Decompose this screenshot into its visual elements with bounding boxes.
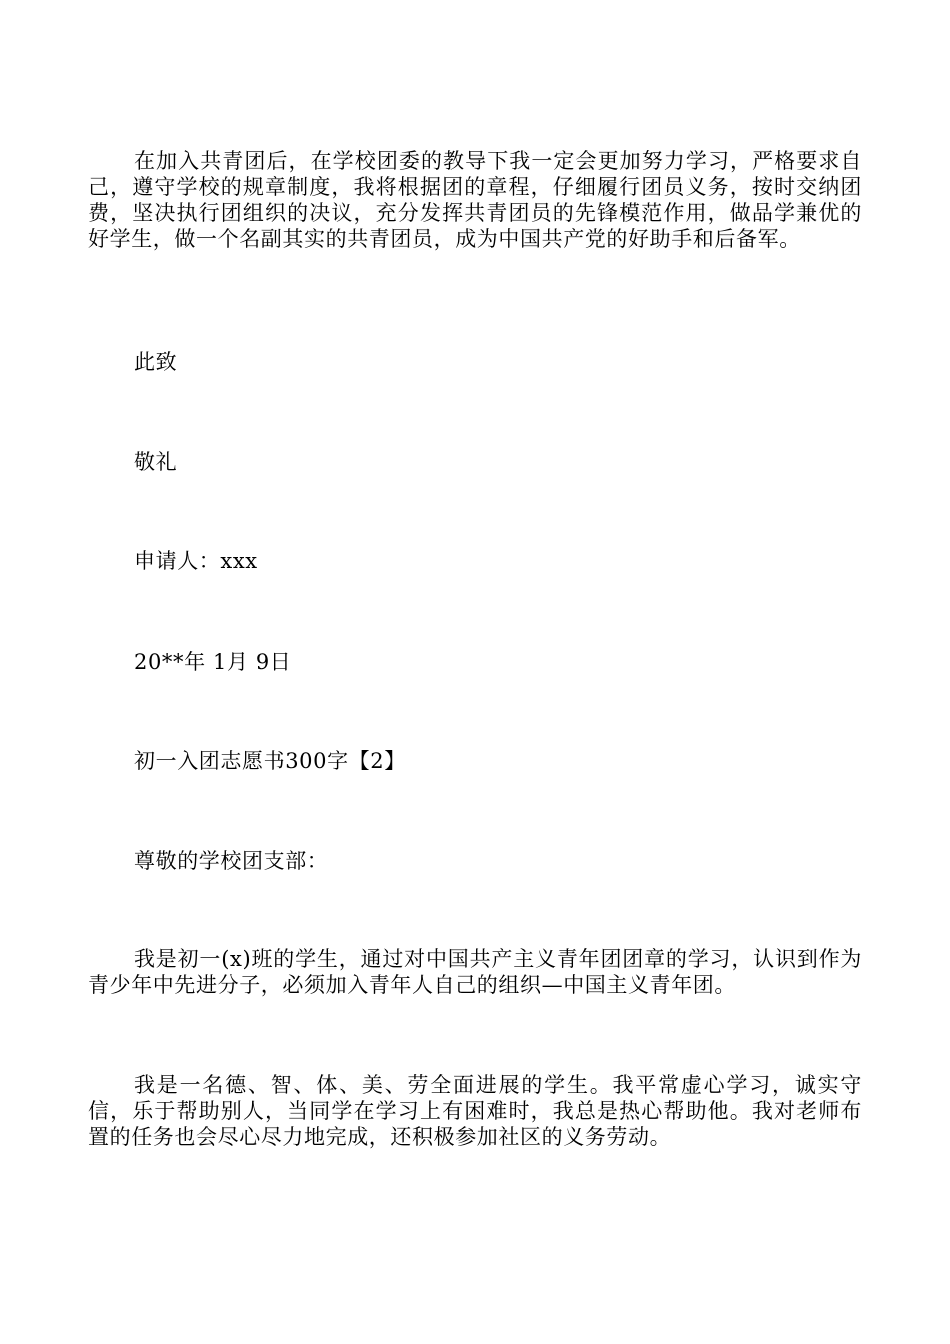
section-title: 初一入团志愿书300字【2】 (134, 749, 406, 773)
paragraph-commitment: 在加入共青团后，在学校团委的教导下我一定会更加努力学习，严格要求自己，遵守学校的规章制度，我将根据团的章程，仔细履行团员义务，按时交纳团费，坚决执行团组织的决议，充分发挥共青团员的先锋模范作用，做品学兼优的好学生，做一个名副其实的共青团员，成为中国共产党的好助手和后备军。 (88, 149, 862, 251)
paragraph-self-description: 我是一名德、智、体、美、劳全面进展的学生。我平常虚心学习，诚实守信，乐于帮助别人，当同学在学习上有困难时，我总是热心帮助他。我对老师布置的任务也会尽心尽力地完成，还积极参加社区的义务劳动。 (88, 1073, 862, 1149)
applicant-signature: 申请人：xxx (134, 549, 258, 573)
paragraph-introduction: 我是初一(x)班的学生，通过对中国共产主义青年团团章的学习，认识到作为青少年中先进分子，必须加入青年人自己的组织—中国主义青年团。 (88, 947, 862, 997)
addressee: 尊敬的学校团支部： (134, 849, 329, 873)
closing-salutation-1: 此致 (134, 350, 178, 374)
closing-salutation-2: 敬礼 (134, 450, 178, 474)
application-date: 20**年 1月 9日 (134, 650, 292, 674)
